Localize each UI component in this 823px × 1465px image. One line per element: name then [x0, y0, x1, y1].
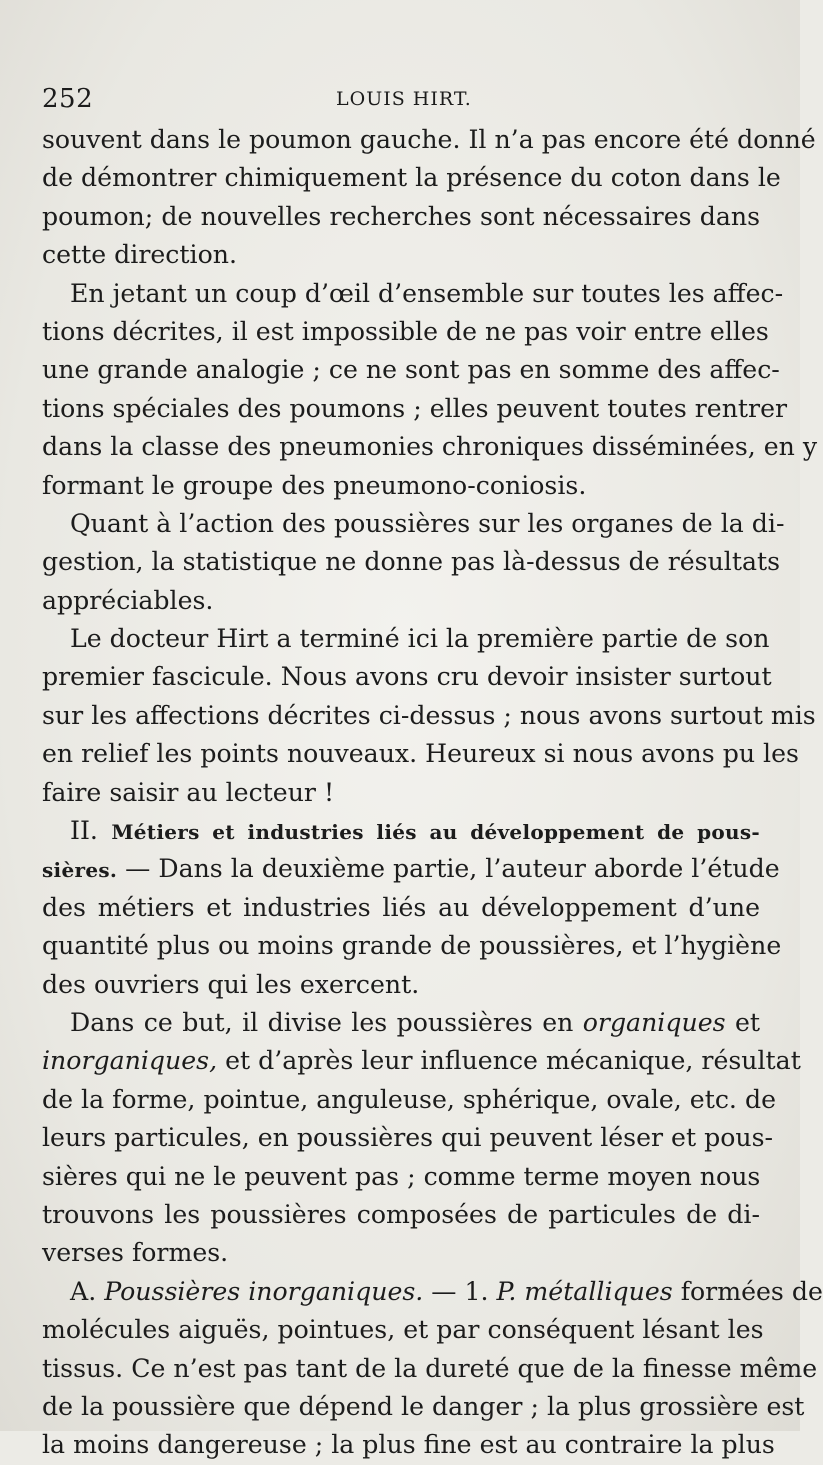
text-line: des ouvriers qui les exercent. — [42, 969, 420, 999]
page-number: 252 — [42, 84, 94, 114]
subsection-heading: Poussières inorganiques. — [104, 1276, 424, 1306]
text-line: trouvons les poussières composées de particules de di- — [42, 1199, 760, 1229]
body-text — [42, 121, 823, 1465]
division-text: Dans ce but, il divise les poussières en — [70, 1007, 583, 1037]
text-line — [42, 850, 780, 888]
text-line — [42, 1042, 801, 1080]
text-line: molécules aiguës, pointues, et par conséquent lésant les — [42, 1315, 764, 1345]
text-line: la moins dangereuse ; la plus fine est au contraire la plus — [42, 1430, 775, 1460]
text-line: gestion, la statistique ne donne pas là-dessus de résultats — [42, 547, 781, 577]
text-line — [42, 1004, 760, 1042]
text-line: verses formes. — [42, 1238, 229, 1268]
term-organiques: organiques — [582, 1007, 726, 1037]
subsection-letter: A. — [70, 1276, 105, 1306]
text-line: tions spéciales des poumons ; elles peuvent toutes rentrer — [42, 393, 788, 423]
text-line: tions décrites, il est impossible de ne pas voir entre elles — [42, 316, 769, 346]
text-line: tissus. Ce n’est pas tant de la dureté que de la finesse même — [42, 1353, 818, 1383]
text-line: en relief les points nouveaux. Heureux si nous avons pu les — [42, 739, 799, 769]
text-line: Le docteur Hirt a terminé ici la première partie de son — [70, 624, 770, 654]
text-line: En jetant un coup d’œil d’ensemble sur toutes les affec- — [70, 278, 784, 308]
text-line: de démontrer chimiquement la présence du coton dans le — [42, 163, 781, 193]
text-line — [42, 1273, 823, 1311]
text-line: une grande analogie ; ce ne sont pas en somme des affec- — [42, 355, 780, 385]
text-line: premier fascicule. Nous avons cru devoir insister surtout — [42, 662, 772, 692]
text-line: sières qui ne le peuvent pas ; comme terme moyen nous — [42, 1161, 761, 1191]
text-line: de la poussière que dépend le danger ; la plus grossière est — [42, 1391, 805, 1421]
text-line: dans la classe des pneumonies chroniques disséminées, en y — [42, 432, 818, 462]
division-text: et — [725, 1007, 760, 1037]
text-line: leurs particules, en poussières qui peuvent léser et pous- — [42, 1123, 774, 1153]
text-line: appréciables. — [42, 585, 214, 615]
section-number: II. — [70, 816, 98, 846]
subsection-metal: P. métalliques — [496, 1276, 673, 1306]
section-title-end: sières. — [42, 858, 118, 883]
running-head — [40, 78, 760, 118]
section-title: Métiers et industries liés au développement de pous- — [111, 820, 760, 845]
text-line: formant le groupe des pneumono-coniosis. — [42, 470, 587, 500]
inorganic-text: formées de — [672, 1276, 823, 1306]
text-line: poumon; de nouvelles recherches sont nécessaires dans — [42, 201, 760, 231]
section-intro: — Dans la deuxième partie, l’auteur aborde l’étude — [117, 854, 780, 884]
text-line: faire saisir au lecteur ! — [42, 777, 335, 807]
text-line: quantité plus ou moins grande de poussières, et l’hygiène — [42, 931, 782, 961]
text-line: Quant à l’action des poussières sur les organes de la di- — [70, 508, 785, 538]
text-line: des métiers et industries liés au développement d’une — [42, 892, 760, 922]
text-line: sur les affections décrites ci-dessus ; nous avons surtout mis — [42, 700, 816, 730]
subsection-dash: — 1. — [423, 1276, 497, 1306]
division-text: et d’après leur influence mécanique, résultat — [217, 1046, 801, 1076]
section-heading-line — [42, 812, 760, 850]
term-inorganiques: inorganiques, — [42, 1046, 218, 1076]
text-line: cette direction. — [42, 240, 237, 270]
running-title: LOUIS HIRT. — [336, 88, 472, 110]
text-line: de la forme, pointue, anguleuse, sphérique, ovale, etc. de — [42, 1084, 776, 1114]
text-line: souvent dans le poumon gauche. Il n’a pas encore été donné — [42, 125, 816, 154]
